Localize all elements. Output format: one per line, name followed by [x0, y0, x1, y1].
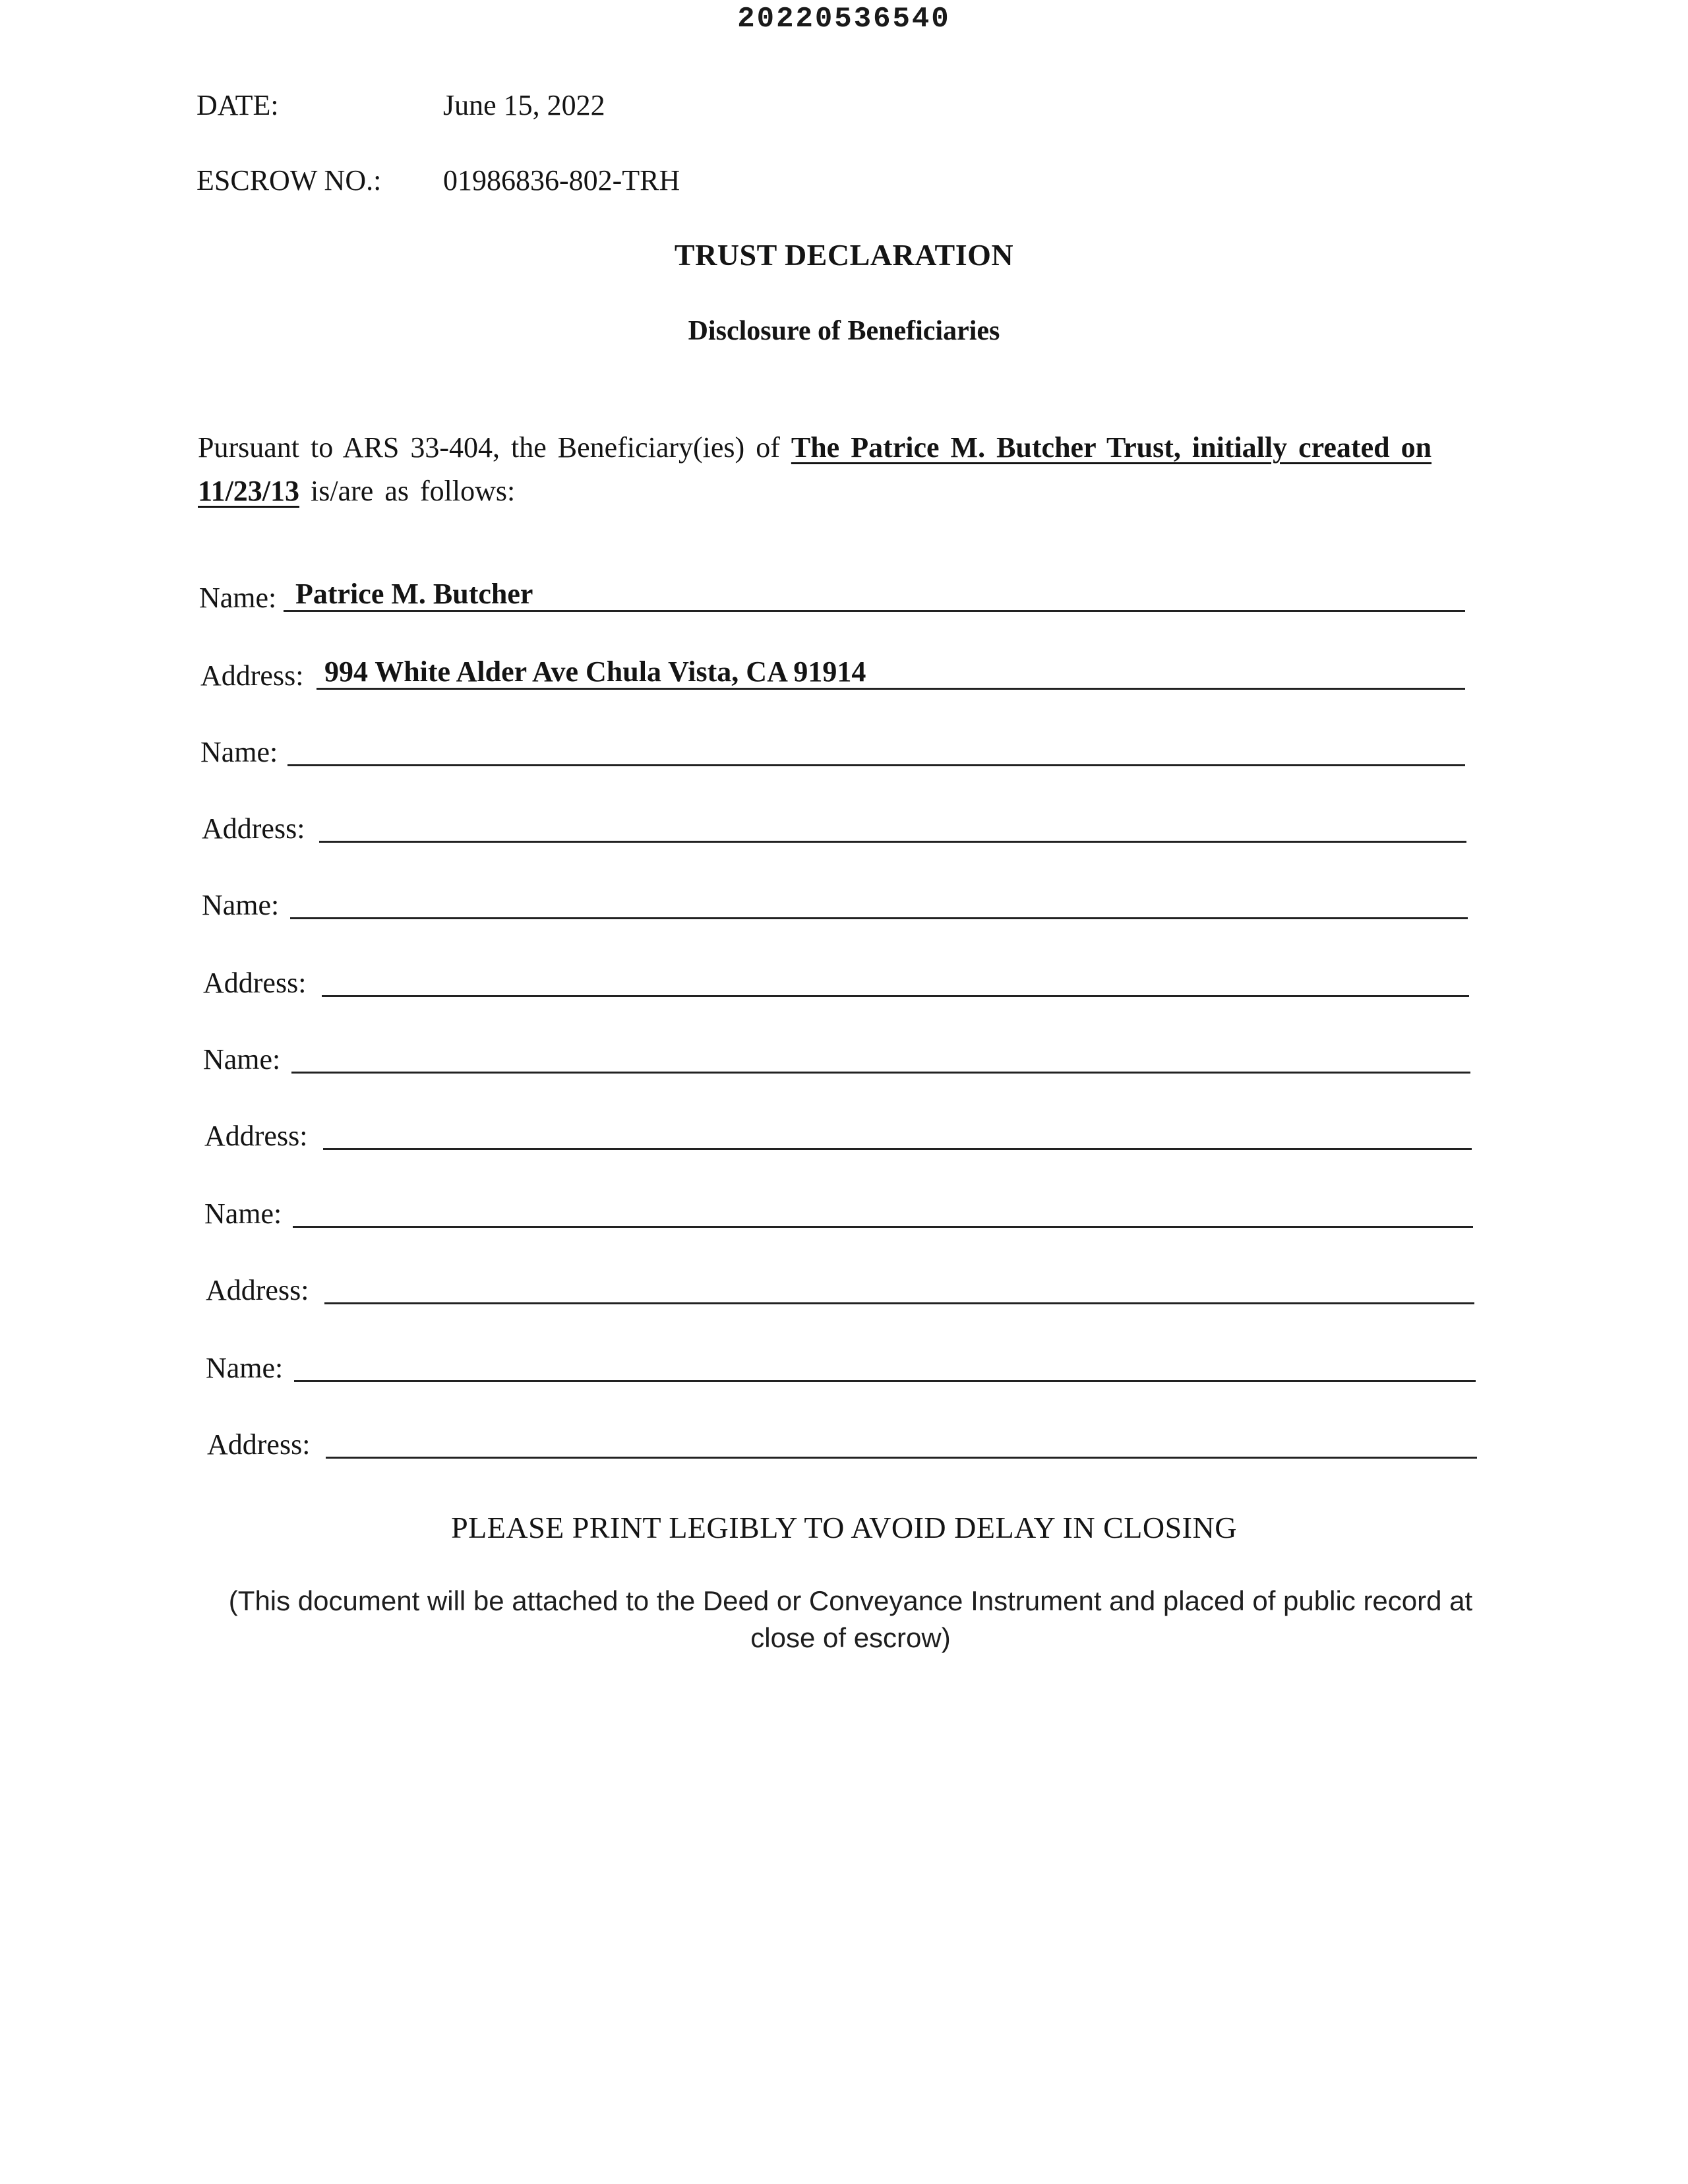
name-value: Patrice M. Butcher: [295, 578, 533, 610]
name-underline: [287, 764, 1465, 766]
address-underline: [322, 995, 1469, 997]
address-underline: [324, 1302, 1474, 1304]
name-label: Name:: [202, 889, 280, 921]
date-label: DATE:: [196, 89, 279, 121]
address-field-2[interactable]: [202, 808, 1466, 848]
address-field-5[interactable]: [206, 1270, 1474, 1310]
document-subtitle: Disclosure of Beneficiaries: [688, 316, 1000, 346]
address-field-1[interactable]: [200, 655, 1465, 695]
address-label: Address:: [204, 1120, 308, 1152]
escrow-number: 01986836-802-TRH: [443, 164, 680, 197]
name-field-3[interactable]: [202, 885, 1468, 925]
name-field-2[interactable]: [200, 732, 1465, 772]
address-field-3[interactable]: [203, 963, 1469, 1002]
name-underline: [294, 1380, 1476, 1382]
address-underline: [323, 1148, 1472, 1150]
recording-number: 20220536540: [737, 3, 951, 36]
print-legibly-notice: PLEASE PRINT LEGIBLY TO AVOID DELAY IN CLOSING: [451, 1511, 1237, 1544]
address-label: Address:: [200, 659, 304, 692]
name-label: Name:: [204, 1198, 282, 1230]
name-underline: [291, 1072, 1470, 1074]
date-value: June 15, 2022: [443, 89, 605, 121]
address-field-6[interactable]: [207, 1424, 1477, 1464]
intro-prefix: Pursuant to ARS 33-404, the Beneficiary(ies) of: [198, 431, 780, 464]
address-label: Address:: [206, 1274, 309, 1306]
document-title: TRUST DECLARATION: [674, 238, 1014, 272]
name-label: Name:: [199, 582, 277, 614]
address-label: Address:: [202, 812, 305, 845]
public-record-notice: (This document will be attached to the Deed or Conveyance Instrument and placed of public record at close of escrow): [228, 1585, 1473, 1653]
intro-suffix: is/are as follows:: [311, 475, 516, 507]
trust-name: The Patrice M. Butcher Trust, initially created on 11/23/13: [198, 431, 1432, 507]
name-label: Name:: [203, 1043, 281, 1076]
address-label: Address:: [203, 967, 307, 999]
name-field-5[interactable]: [204, 1194, 1473, 1233]
name-underline: [290, 917, 1468, 919]
name-underline: [293, 1226, 1473, 1228]
name-field-6[interactable]: [206, 1348, 1476, 1387]
name-field-1[interactable]: [199, 578, 1465, 617]
address-value: 994 White Alder Ave Chula Vista, CA 91914: [324, 655, 866, 688]
address-underline: [319, 841, 1466, 843]
intro-paragraph: [198, 426, 1451, 513]
name-field-4[interactable]: [203, 1039, 1470, 1079]
address-field-4[interactable]: [204, 1116, 1472, 1155]
escrow-label: ESCROW NO.:: [196, 164, 382, 197]
address-underline: [326, 1457, 1477, 1459]
address-label: Address:: [207, 1428, 311, 1461]
name-label: Name:: [206, 1352, 284, 1384]
name-label: Name:: [200, 736, 278, 768]
